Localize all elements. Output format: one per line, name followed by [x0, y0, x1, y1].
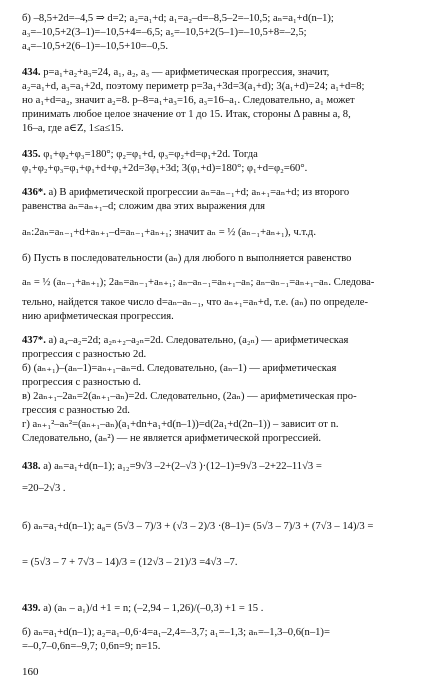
text-line: г) aₙ₊₁²–aₙ²=(aₙ₊₁–aₙ)(a₁+dn+a₁+d(n–1))=d(2a₁+d(2n–1)) – зависит от n.: [22, 419, 339, 430]
text-line: =20–2√3 .: [22, 483, 66, 494]
text-line: равенства aₙ=aₙ₊₁–d; сложим два этих выражения для: [22, 201, 266, 212]
text-line: 436*. а) В арифметической прогрессии aₙ=aₙ₋₁+d; aₙ₊₁=aₙ+d; из второго: [22, 187, 350, 198]
problem-number: 435.: [22, 149, 41, 160]
problem-number: 439.: [22, 603, 41, 614]
text-line: прогрессия с разностью d.: [22, 377, 141, 388]
text-line: aₙ:2aₙ=aₙ₋₁+d+aₙ₊₁–d=aₙ₋₁+aₙ₊₁; значит aₙ = ½ (aₙ₋₁+aₙ₊₁), ч.т.д.: [22, 227, 316, 238]
text-line: прогрессия с разностью 2d.: [22, 349, 147, 360]
text-line: 434. p=a₁+a₂+a₃=24, a₁, a₂, a₃ — арифметическая прогрессия, значит,: [22, 67, 330, 78]
text-line: =–0,7–0,6n=–9,7; 0,6n=9; n=15.: [22, 641, 161, 652]
text-line: б) aₙ=a₁+d(n–1); a₈= (5√3 – 7)/3 + (√3 – 2)/3 ·(8–1)= (5√3 – 7)/3 + (7√3 – 14)/3 =: [22, 521, 374, 532]
text-line: 438. а) aₙ=a₁+d(n–1); a₁₂=9√3 –2+(2–√3 )·(12–1)=9√3 –2+22–11√3 =: [22, 461, 322, 472]
text-line: тельно, найдется такое число d=aₙ–aₙ₋₁, что aₙ₊₁=aₙ+d, т.е. (aₙ) по определе-: [22, 297, 369, 308]
text-line: но a₁+d=a₂, значит a₂=8. p–8=a₁+a₃=16, a₃=16–a₁. Следовательно, a₁ может: [22, 95, 355, 106]
text-line: грессия с разностью 2d.: [22, 405, 130, 416]
problem-number: 434.: [22, 67, 41, 78]
problem-number: 438.: [22, 461, 41, 472]
problem-number: 436*.: [22, 187, 46, 198]
text-line: б) Пусть в последовательности (aₙ) для любого n выполняется равенство: [22, 253, 352, 264]
text-line: б) aₙ=a₁+d(n–1); a₂=a₁–0,6·4=a₁–2,4=–3,7; a₁=–1,3; aₙ=–1,3–0,6(n–1)=: [22, 627, 330, 638]
text-line: 437*. а) a₄–a₂=2d; a₂ₙ₊₂–a₂ₙ=2d. Следовательно, (a₂ₙ) — арифметическая: [22, 335, 349, 346]
text-line: б) –8,5+2d=–4,5 ⇒ d=2; a₂=a₁+d; a₁=a₂–d=–8,5–2=–10,5; aₙ=a₁+d(n–1);: [22, 13, 334, 24]
text-line: aₙ = ½ (aₙ₋₁+aₙ₊₁); 2aₙ=aₙ₋₁+aₙ₊₁; aₙ–aₙ₋₁=aₙ₊₁–aₙ; aₙ–aₙ₋₁=aₙ₊₁–aₙ. Следова-: [22, 277, 375, 288]
text-line: a₃=–10,5+2(3–1)=–10,5+4=–6,5; a₅=–10,5+2(5–1)=–10,5+8=–2,5;: [22, 27, 307, 38]
text-line: 16–a, где a∈Z, 1≤a≤15.: [22, 123, 124, 134]
text-line: a₂=a₁+d, a₃=a₁+2d, поэтому периметр p=3a₁+3d=3(a₁+d); 3(a₁+d)=24; a₁+d=8;: [22, 81, 365, 92]
text-line: б) (aₙ₊₁)–(aₙ–1)=aₙ₊₁–aₙ=d. Следовательно, (aₙ–1) — арифметическая: [22, 363, 337, 374]
text-line: 435. φ₁+φ₂+φ₃=180°; φ₂=φ₁+d, φ₃=φ₂+d=φ₁+2d. Тогда: [22, 149, 258, 160]
text-line: a₄=–10,5+2(6–1)=–10,5+10=–0,5.: [22, 41, 168, 52]
text-line: φ₁+φ₂+φ₃=φ₁+φ₁+d+φ₁+2d=3φ₁+3d; 3(φ₁+d)=180°; φ₁+d=φ₂=60°.: [22, 163, 308, 174]
text-line: нию арифметическая прогрессия.: [22, 311, 174, 322]
text-line: Следовательно, (aₙ²) — не является арифметической прогрессией.: [22, 433, 322, 444]
text-line: 439. а) (aₙ – a₁)/d +1 = n; (–2,94 – 1,26)/(–0,3) +1 = 15 .: [22, 603, 264, 614]
text-line: принимать любое целое значение от 1 до 15. Итак, стороны Δ равны a, 8,: [22, 109, 351, 120]
text-line: = (5√3 – 7 + 7√3 – 14)/3 = (12√3 – 21)/3 =4√3 –7.: [22, 557, 238, 568]
problem-number: 437*.: [22, 335, 46, 346]
page-number: 160: [22, 666, 39, 678]
text-line: в) 2aₙ₊₁–2aₙ=2(aₙ₊₁–aₙ)=2d. Следовательно, (2aₙ) — арифметическая про-: [22, 391, 357, 402]
